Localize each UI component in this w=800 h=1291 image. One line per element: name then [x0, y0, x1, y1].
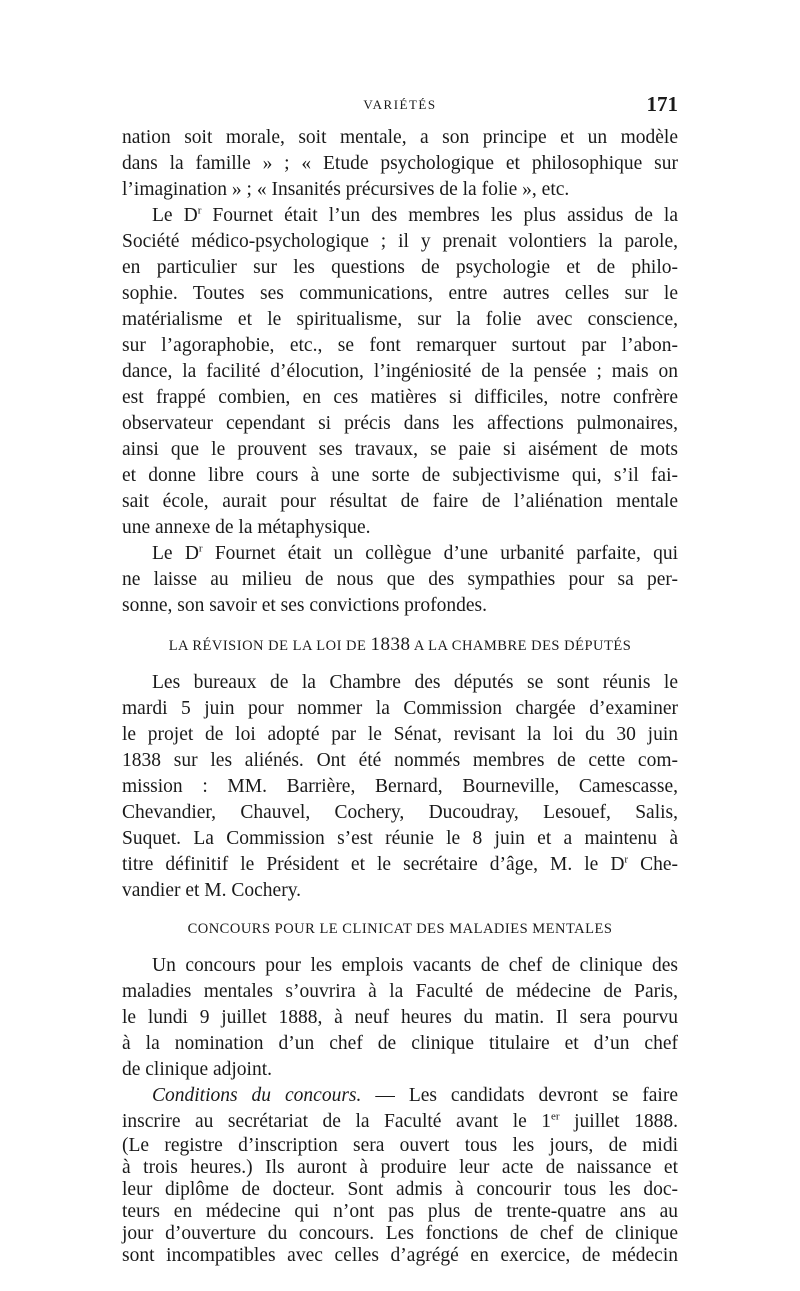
- text-line: une annexe de la métaphysique.: [122, 517, 371, 538]
- text-line: en particulier sur les questions de psychologie et de philo-: [122, 257, 678, 278]
- text-line: observateur cependant si précis dans les affections pulmonaires,: [122, 413, 678, 434]
- text-line: ne laisse au milieu de nous que des sympathies pour sa per-: [122, 569, 678, 590]
- section-heading: LA RÉVISION DE LA LOI DE 1838 A LA CHAMBRE DES DÉPUTÉS: [168, 634, 632, 655]
- text-line: (Le registre d’inscription sera ouvert tous les jours, de midi: [122, 1135, 678, 1156]
- text-line: nation soit morale, soit mentale, a son principe et un modèle: [122, 127, 678, 148]
- text-line: à trois heures.) Ils auront à produire leur acte de naissance et: [122, 1157, 678, 1178]
- text-line: leur diplôme de docteur. Sont admis à concourir tous les doc-: [122, 1179, 678, 1200]
- running-title: VARIÉTÉS: [363, 97, 437, 112]
- text-line: sait école, aurait pour résultat de faire de l’aliénation mentale: [122, 491, 678, 512]
- text-line: le projet de loi adopté par le Sénat, revisant la loi du 30 juin: [122, 724, 678, 745]
- text-line: ainsi que le prouvent ses travaux, se paie si aisément de mots: [122, 439, 678, 460]
- text-line: l’imagination » ; « Insanités précursives de la folie », etc.: [122, 179, 570, 200]
- text-line: à la nomination d’un chef de clinique titulaire et d’un chef: [122, 1033, 678, 1054]
- text-line: dans la famille » ; « Etude psychologique et philosophique sur: [122, 153, 678, 174]
- text-line: Société médico-psychologique ; il y prenait volontiers la parole,: [122, 231, 678, 252]
- text-line: Chevandier, Chauvel, Cochery, Ducoudray, Lesouef, Salis,: [122, 802, 678, 823]
- text-line: sont incompatibles avec celles d’agrégé en exercice, de médecin: [122, 1245, 678, 1266]
- text-line: Suquet. La Commission s’est réunie le 8 juin et a maintenu à: [122, 828, 678, 849]
- text-line: titre définitif le Président et le secrétaire d’âge, M. le $D^r$ Che-: [122, 853, 678, 875]
- text-line: Conditions du concours. — Les candidats devront se faire: [152, 1085, 678, 1106]
- text-line: inscrire au secrétariat de la Faculté avant le 1er juillet 1888.: [122, 1110, 678, 1132]
- text-line: le lundi 9 juillet 1888, à neuf heures du matin. Il sera pourvu: [122, 1007, 678, 1028]
- text-line: Le $D^r$ Fournet était un collègue d’une urbanité parfaite, qui: [152, 542, 678, 564]
- text-line: Un concours pour les emplois vacants de chef de clinique des: [152, 955, 678, 976]
- text-line: teurs en médecine qui n’ont pas plus de trente-quatre ans au: [122, 1201, 678, 1222]
- text-line: 1838 sur les aliénés. Ont été nommés membres de cette com-: [122, 750, 678, 771]
- text-line: mission : MM. Barrière, Bernard, Bourneville, Camescasse,: [122, 776, 678, 797]
- text-line: mardi 5 juin pour nommer la Commission chargée d’examiner: [122, 698, 678, 719]
- section-heading: CONCOURS POUR LE CLINICAT DES MALADIES MENTALES: [187, 921, 613, 937]
- text-line: sophie. Toutes ses communications, entre autres celles sur le: [122, 283, 678, 304]
- text-line: matérialisme et le spiritualisme, sur la folie avec conscience,: [122, 309, 678, 330]
- text-line: Les bureaux de la Chambre des députés se sont réunis le: [152, 672, 678, 693]
- text-line: de clinique adjoint.: [122, 1059, 273, 1080]
- text-line: dance, la facilité d’élocution, l’ingéniosité de la pensée ; mais on: [122, 361, 678, 382]
- text-line: maladies mentales s’ouvrira à la Faculté de médecine de Paris,: [122, 981, 678, 1002]
- text-line: vandier et M. Cochery.: [122, 880, 302, 901]
- text-line: sonne, son savoir et ses convictions profondes.: [122, 595, 488, 616]
- text-line: sur l’agoraphobie, etc., se font remarquer surtout par l’abon-: [122, 335, 678, 356]
- text-line: et donne libre cours à une sorte de subjectivisme qui, s’il fai-: [122, 465, 678, 486]
- text-line: Le $D^r$ Fournet était l’un des membres les plus assidus de la: [152, 204, 678, 226]
- text-line: est frappé combien, en ces matières si difficiles, notre confrère: [122, 387, 678, 408]
- running-head: [122, 92, 678, 118]
- text-line: jour d’ouverture du concours. Les fonctions de chef de clinique: [122, 1223, 678, 1244]
- page-number: 171: [646, 92, 678, 116]
